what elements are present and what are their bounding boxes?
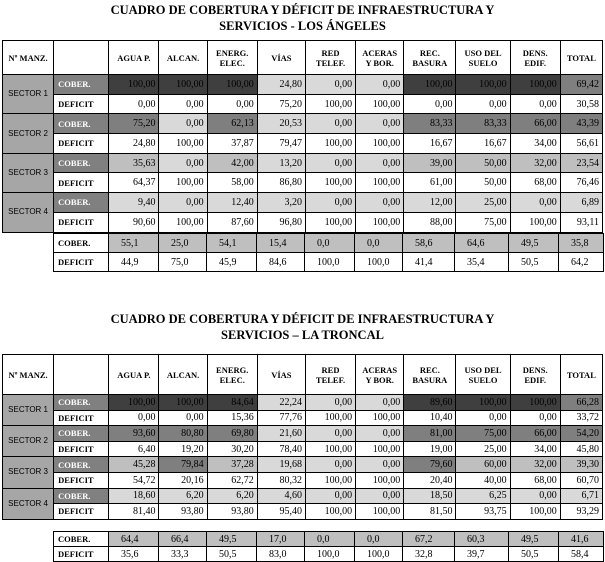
- summary-value-cell: 75,0: [159, 253, 207, 272]
- summary-value-cell: 58,4: [559, 547, 604, 562]
- summary-value-cell: 33,3: [159, 547, 207, 562]
- column-header: USO DEL SUELO: [456, 41, 510, 75]
- summary-value-cell: 0,0: [355, 234, 403, 253]
- value-cell: 100,00: [305, 173, 355, 193]
- value-cell: 6,20: [207, 488, 257, 504]
- value-cell: 37,28: [207, 457, 257, 473]
- summary-value-cell: 15,4: [257, 234, 305, 253]
- column-header: TOTAL: [560, 41, 602, 75]
- sector-label: SECTOR 1: [3, 75, 54, 114]
- value-cell: 0,00: [510, 94, 560, 114]
- row-type-label: DEFICIT: [54, 504, 109, 520]
- value-cell: 22,24: [257, 395, 305, 411]
- value-cell: 76,46: [560, 173, 602, 193]
- summary-row: [54, 547, 604, 562]
- value-cell: 93,60: [109, 426, 159, 442]
- value-cell: 19,68: [257, 457, 305, 473]
- value-cell: 0,00: [356, 153, 404, 173]
- row-type-label: DEFICIT: [54, 212, 109, 232]
- value-cell: 0,00: [305, 488, 355, 504]
- value-cell: 6,40: [109, 441, 159, 457]
- summary-value-cell: 100,0: [355, 547, 403, 562]
- column-header: ENERG. ELEC.: [207, 355, 257, 395]
- deficit-row: [3, 173, 603, 193]
- value-cell: 86,80: [257, 173, 305, 193]
- summary-value-cell: 35,6: [109, 547, 159, 562]
- summary-value-cell: 50,5: [207, 547, 257, 562]
- value-cell: 100,00: [109, 395, 159, 411]
- value-cell: 6,71: [560, 488, 602, 504]
- title-line-2: SERVICIOS - LOS ÁNGELES: [219, 19, 386, 33]
- value-cell: 81,40: [109, 504, 159, 520]
- value-cell: 0,00: [305, 153, 355, 173]
- summary-value-cell: 55,1: [109, 234, 159, 253]
- value-cell: 77,76: [257, 410, 305, 426]
- value-cell: 80,80: [159, 426, 207, 442]
- value-cell: 75,00: [456, 212, 510, 232]
- column-header: REC. BASURA: [404, 355, 456, 395]
- value-cell: 93,11: [560, 212, 602, 232]
- summary-value-cell: 49,5: [509, 532, 559, 547]
- value-cell: 0,00: [356, 75, 404, 95]
- column-header: Nº MANZ.: [3, 41, 54, 75]
- value-cell: 0,00: [356, 193, 404, 213]
- value-cell: 88,00: [404, 212, 456, 232]
- summary-value-cell: 100,0: [305, 547, 355, 562]
- row-type-label: DEFICIT: [54, 441, 109, 457]
- value-cell: 43,39: [560, 114, 602, 134]
- value-cell: 100,00: [510, 212, 560, 232]
- row-type-label: COBER.: [54, 75, 109, 95]
- value-cell: 0,00: [510, 410, 560, 426]
- column-header: ACERAS Y BOR.: [356, 355, 404, 395]
- value-cell: 42,00: [207, 153, 257, 173]
- summary-value-cell: 64,2: [559, 253, 604, 272]
- value-cell: 66,00: [510, 426, 560, 442]
- column-header: ACERAS Y BOR.: [356, 41, 404, 75]
- summary-value-cell: 50,5: [509, 547, 559, 562]
- value-cell: 100,00: [159, 395, 207, 411]
- value-cell: 100,00: [404, 75, 456, 95]
- column-header: AGUA P.: [109, 41, 159, 75]
- value-cell: 90,60: [109, 212, 159, 232]
- summary-value-cell: 100,0: [355, 253, 403, 272]
- value-cell: 66,28: [560, 395, 602, 411]
- value-cell: 79,47: [257, 134, 305, 154]
- value-cell: 40,00: [456, 472, 510, 488]
- value-cell: 87,60: [207, 212, 257, 232]
- value-cell: 0,00: [159, 410, 207, 426]
- value-cell: 50,00: [456, 153, 510, 173]
- column-header: RED TELEF.: [305, 41, 355, 75]
- summary-row: [54, 234, 604, 253]
- value-cell: 0,00: [159, 153, 207, 173]
- summary-value-cell: 50,5: [509, 253, 559, 272]
- value-cell: 20,40: [404, 472, 456, 488]
- value-cell: 50,00: [456, 173, 510, 193]
- value-cell: 0,00: [305, 114, 355, 134]
- value-cell: 75,00: [456, 426, 510, 442]
- value-cell: 75,20: [109, 114, 159, 134]
- table-los-angeles: [2, 40, 603, 233]
- sector-label: SECTOR 1: [3, 395, 54, 426]
- row-type-label: COBER.: [54, 114, 109, 134]
- value-cell: 18,50: [404, 488, 456, 504]
- value-cell: 0,00: [404, 94, 456, 114]
- title-los-angeles: [0, 2, 605, 34]
- value-cell: 78,40: [257, 441, 305, 457]
- column-header: RED TELEF.: [305, 355, 355, 395]
- summary-value-cell: 35,4: [455, 253, 509, 272]
- value-cell: 100,00: [305, 94, 355, 114]
- value-cell: 62,13: [207, 114, 257, 134]
- value-cell: 100,00: [356, 94, 404, 114]
- row-type-label: DEFICIT: [54, 253, 109, 272]
- value-cell: 24,80: [257, 75, 305, 95]
- cover-row: [3, 488, 603, 504]
- summary-value-cell: 84,6: [257, 253, 305, 272]
- value-cell: 100,00: [109, 75, 159, 95]
- value-cell: 100,00: [356, 504, 404, 520]
- value-cell: 95,40: [257, 504, 305, 520]
- row-type-label: COBER.: [54, 457, 109, 473]
- value-cell: 96,80: [257, 212, 305, 232]
- value-cell: 93,80: [207, 504, 257, 520]
- summary-value-cell: 49,5: [207, 532, 257, 547]
- value-cell: 100,00: [510, 75, 560, 95]
- summary-row: [54, 532, 604, 547]
- value-cell: 79,84: [159, 457, 207, 473]
- column-header: VÍAS: [257, 41, 305, 75]
- value-cell: 100,00: [305, 472, 355, 488]
- value-cell: 69,80: [207, 426, 257, 442]
- summary-value-cell: 45,9: [207, 253, 257, 272]
- summary-la-troncal: [53, 531, 604, 562]
- row-type-label: DEFICIT: [54, 134, 109, 154]
- value-cell: 45,28: [109, 457, 159, 473]
- sector-label: SECTOR 2: [3, 426, 54, 457]
- summary-value-cell: 32,8: [403, 547, 455, 562]
- value-cell: 19,00: [404, 441, 456, 457]
- row-type-label: DEFICIT: [54, 547, 109, 562]
- row-type-label: COBER.: [54, 426, 109, 442]
- summary-value-cell: 49,5: [509, 234, 559, 253]
- value-cell: 24,80: [109, 134, 159, 154]
- value-cell: 30,58: [560, 94, 602, 114]
- sector-label: SECTOR 4: [3, 488, 54, 519]
- row-type-label: DEFICIT: [54, 173, 109, 193]
- sector-label: SECTOR 2: [3, 114, 54, 153]
- summary-value-cell: 17,0: [257, 532, 305, 547]
- column-header: ENERG. ELEC.: [207, 41, 257, 75]
- summary-value-cell: 0,0: [305, 234, 355, 253]
- value-cell: 0,00: [109, 410, 159, 426]
- header-row: [3, 355, 603, 395]
- deficit-row: [3, 134, 603, 154]
- title-line-1: CUADRO DE COBERTURA Y DÉFICIT DE INFRAESTRUCTURA Y: [110, 312, 495, 326]
- value-cell: 100,00: [159, 212, 207, 232]
- value-cell: 58,00: [207, 173, 257, 193]
- value-cell: 39,00: [404, 153, 456, 173]
- value-cell: 15,36: [207, 410, 257, 426]
- value-cell: 0,00: [109, 94, 159, 114]
- title-la-troncal: [0, 311, 605, 343]
- value-cell: 100,00: [510, 504, 560, 520]
- value-cell: 4,60: [257, 488, 305, 504]
- row-type-label: COBER.: [54, 193, 109, 213]
- value-cell: 0,00: [356, 114, 404, 134]
- value-cell: 64,37: [109, 173, 159, 193]
- column-header: VÍAS: [257, 355, 305, 395]
- value-cell: 100,00: [159, 173, 207, 193]
- value-cell: 0,00: [305, 457, 355, 473]
- column-header: Nº MANZ.: [3, 355, 54, 395]
- value-cell: 13,20: [257, 153, 305, 173]
- value-cell: 100,00: [159, 75, 207, 95]
- value-cell: 100,00: [356, 410, 404, 426]
- value-cell: 61,00: [404, 173, 456, 193]
- summary-value-cell: 64,4: [109, 532, 159, 547]
- summary-value-cell: 83,0: [257, 547, 305, 562]
- value-cell: 33,72: [560, 410, 602, 426]
- value-cell: 54,20: [560, 426, 602, 442]
- deficit-row: [3, 504, 603, 520]
- summary-value-cell: 67,2: [403, 532, 455, 547]
- row-type-label: DEFICIT: [54, 94, 109, 114]
- summary-value-cell: 39,7: [455, 547, 509, 562]
- value-cell: 25,00: [456, 193, 510, 213]
- value-cell: 100,00: [305, 212, 355, 232]
- value-cell: 0,00: [159, 114, 207, 134]
- value-cell: 0,00: [356, 395, 404, 411]
- value-cell: 6,25: [456, 488, 510, 504]
- value-cell: 0,00: [510, 488, 560, 504]
- cover-row: [3, 193, 603, 213]
- value-cell: 100,00: [356, 173, 404, 193]
- summary-value-cell: 35,8: [559, 234, 604, 253]
- value-cell: 45,80: [560, 441, 602, 457]
- row-type-label: COBER.: [54, 234, 109, 253]
- cover-row: [3, 457, 603, 473]
- column-header: REC. BASURA: [404, 41, 456, 75]
- summary-los-angeles: [53, 233, 604, 272]
- summary-value-cell: 100,0: [305, 253, 355, 272]
- value-cell: 32,00: [510, 153, 560, 173]
- value-cell: 16,67: [404, 134, 456, 154]
- value-cell: 16,67: [456, 134, 510, 154]
- summary-value-cell: 25,0: [159, 234, 207, 253]
- column-header: [54, 355, 109, 395]
- summary-value-cell: 54,1: [207, 234, 257, 253]
- column-header: TOTAL: [560, 355, 602, 395]
- value-cell: 0,00: [356, 488, 404, 504]
- value-cell: 83,33: [404, 114, 456, 134]
- value-cell: 81,00: [404, 426, 456, 442]
- value-cell: 20,53: [257, 114, 305, 134]
- summary-value-cell: 66,4: [159, 532, 207, 547]
- value-cell: 20,16: [159, 472, 207, 488]
- row-type-label: COBER.: [54, 395, 109, 411]
- value-cell: 89,60: [404, 395, 456, 411]
- summary-value-cell: 44,9: [109, 253, 159, 272]
- value-cell: 100,00: [159, 134, 207, 154]
- value-cell: 68,00: [510, 173, 560, 193]
- value-cell: 100,00: [305, 504, 355, 520]
- value-cell: 0,00: [510, 193, 560, 213]
- summary-value-cell: 58,6: [403, 234, 455, 253]
- value-cell: 0,00: [456, 94, 510, 114]
- cover-row: [3, 153, 603, 173]
- header-row: [3, 41, 603, 75]
- summary-value-cell: 41,4: [403, 253, 455, 272]
- value-cell: 100,00: [305, 410, 355, 426]
- value-cell: 100,00: [356, 134, 404, 154]
- column-header: ALCAN.: [159, 355, 207, 395]
- row-type-label: COBER.: [54, 153, 109, 173]
- value-cell: 68,00: [510, 472, 560, 488]
- value-cell: 32,00: [510, 457, 560, 473]
- value-cell: 0,00: [356, 426, 404, 442]
- summary-value-cell: 60,3: [455, 532, 509, 547]
- value-cell: 69,42: [560, 75, 602, 95]
- value-cell: 0,00: [356, 457, 404, 473]
- value-cell: 81,50: [404, 504, 456, 520]
- row-type-label: DEFICIT: [54, 472, 109, 488]
- value-cell: 56,61: [560, 134, 602, 154]
- value-cell: 80,32: [257, 472, 305, 488]
- cover-row: [3, 75, 603, 95]
- value-cell: 30,20: [207, 441, 257, 457]
- value-cell: 62,72: [207, 472, 257, 488]
- sector-label: SECTOR 3: [3, 457, 54, 488]
- row-type-label: COBER.: [54, 532, 109, 547]
- title-line-1: CUADRO DE COBERTURA Y DÉFICIT DE INFRAESTRUCTURA Y: [110, 3, 495, 17]
- value-cell: 0,00: [305, 75, 355, 95]
- title-line-2: SERVICIOS – LA TRONCAL: [221, 328, 384, 342]
- column-header: DENS. EDIF.: [510, 41, 560, 75]
- value-cell: 0,00: [305, 395, 355, 411]
- value-cell: 34,00: [510, 441, 560, 457]
- column-header: ALCAN.: [159, 41, 207, 75]
- value-cell: 0,00: [305, 193, 355, 213]
- deficit-row: [3, 212, 603, 232]
- value-cell: 100,00: [356, 212, 404, 232]
- column-header: [54, 41, 109, 75]
- row-type-label: COBER.: [54, 488, 109, 504]
- cover-row: [3, 426, 603, 442]
- value-cell: 39,30: [560, 457, 602, 473]
- deficit-row: [3, 94, 603, 114]
- value-cell: 19,20: [159, 441, 207, 457]
- column-header: USO DEL SUELO: [456, 355, 510, 395]
- deficit-row: [3, 410, 603, 426]
- value-cell: 0,00: [159, 193, 207, 213]
- value-cell: 100,00: [456, 75, 510, 95]
- value-cell: 10,40: [404, 410, 456, 426]
- value-cell: 0,00: [456, 410, 510, 426]
- value-cell: 100,00: [356, 441, 404, 457]
- summary-value-cell: 41,6: [559, 532, 604, 547]
- value-cell: 9,40: [109, 193, 159, 213]
- summary-value-cell: 0,0: [355, 532, 403, 547]
- value-cell: 37,87: [207, 134, 257, 154]
- value-cell: 3,20: [257, 193, 305, 213]
- row-type-label: DEFICIT: [54, 410, 109, 426]
- value-cell: 84,64: [207, 395, 257, 411]
- value-cell: 66,00: [510, 114, 560, 134]
- value-cell: 79,60: [404, 457, 456, 473]
- value-cell: 6,20: [159, 488, 207, 504]
- value-cell: 54,72: [109, 472, 159, 488]
- value-cell: 18,60: [109, 488, 159, 504]
- value-cell: 21,60: [257, 426, 305, 442]
- summary-value-cell: 64,6: [455, 234, 509, 253]
- value-cell: 100,00: [510, 395, 560, 411]
- sector-label: SECTOR 4: [3, 193, 54, 232]
- value-cell: 60,00: [456, 457, 510, 473]
- value-cell: 0,00: [159, 94, 207, 114]
- value-cell: 35,63: [109, 153, 159, 173]
- value-cell: 100,00: [305, 134, 355, 154]
- value-cell: 0,00: [207, 94, 257, 114]
- deficit-row: [3, 441, 603, 457]
- sector-label: SECTOR 3: [3, 153, 54, 192]
- column-header: AGUA P.: [109, 355, 159, 395]
- value-cell: 12,00: [404, 193, 456, 213]
- value-cell: 23,54: [560, 153, 602, 173]
- value-cell: 6,89: [560, 193, 602, 213]
- value-cell: 93,75: [456, 504, 510, 520]
- deficit-row: [3, 472, 603, 488]
- column-header: DENS. EDIF.: [510, 355, 560, 395]
- value-cell: 75,20: [257, 94, 305, 114]
- cover-row: [3, 114, 603, 134]
- value-cell: 100,00: [356, 472, 404, 488]
- value-cell: 83,33: [456, 114, 510, 134]
- value-cell: 0,00: [305, 426, 355, 442]
- value-cell: 100,00: [456, 395, 510, 411]
- summary-row: [54, 253, 604, 272]
- cover-row: [3, 395, 603, 411]
- value-cell: 93,80: [159, 504, 207, 520]
- value-cell: 12,40: [207, 193, 257, 213]
- value-cell: 100,00: [207, 75, 257, 95]
- summary-value-cell: 0,0: [305, 532, 355, 547]
- value-cell: 60,70: [560, 472, 602, 488]
- value-cell: 34,00: [510, 134, 560, 154]
- table-la-troncal: [2, 354, 603, 520]
- value-cell: 25,00: [456, 441, 510, 457]
- value-cell: 93,29: [560, 504, 602, 520]
- value-cell: 100,00: [305, 441, 355, 457]
